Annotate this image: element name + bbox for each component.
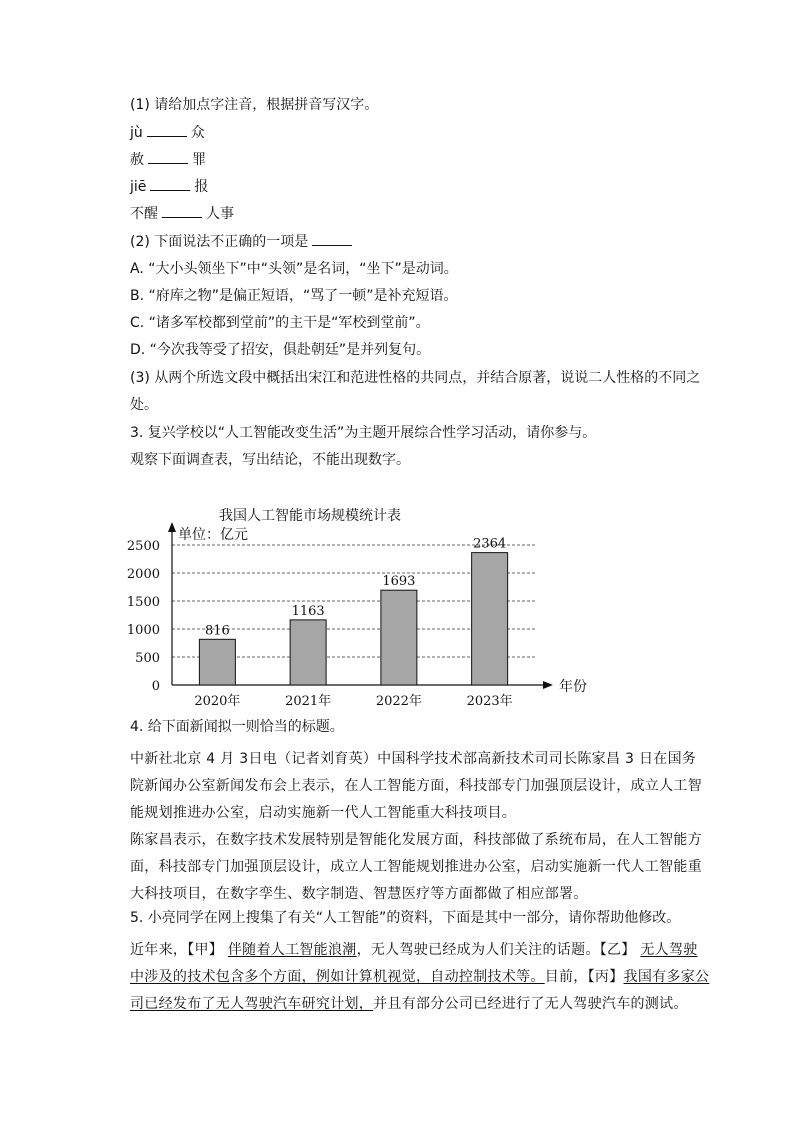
mark-yi: 【乙】 xyxy=(599,942,636,958)
sub2-text: (2) 下面说法不正确的一项是 xyxy=(130,234,309,250)
sub3-prompt-line2: 处。 xyxy=(130,397,158,413)
mark-jia: 【甲】 xyxy=(187,942,224,958)
item-post: 众 xyxy=(190,125,205,141)
answer-blank[interactable] xyxy=(148,151,188,164)
data-label: 2364 xyxy=(473,536,507,552)
q5-prompt: 5. 小亮同学在网上搜集了有关“人工智能”的资料，下面是其中一部分，请你帮助他修改。 xyxy=(130,910,681,926)
data-label: 1163 xyxy=(291,603,325,619)
x-tick-label: 2021年 xyxy=(285,694,332,709)
bar-chart-svg xyxy=(120,500,600,720)
y-tick-label: 2000 xyxy=(126,567,160,582)
q4-prompt: 4. 给下面新闻拟一则恰当的标题。 xyxy=(130,719,344,735)
item-post: 人事 xyxy=(206,206,234,222)
sub1-prompt: (1) 请给加点字注音，根据拼音写汉字。 xyxy=(130,97,379,113)
passage-text: ，无人驾驶已经成为人们关注的话题。 xyxy=(356,942,600,958)
sub2-prompt xyxy=(130,233,356,251)
answer-blank[interactable] xyxy=(150,178,190,191)
option-c: C. “诸多军校都到堂前”的主干是“军校到堂前”。 xyxy=(130,315,430,331)
x-tick-label: 2020年 xyxy=(194,694,241,709)
answer-blank[interactable] xyxy=(147,124,187,137)
q5-passage xyxy=(130,937,710,1018)
item-pre: jù xyxy=(130,125,143,141)
q3-instruction: 观察下面调查表，写出结论，不能出现数字。 xyxy=(130,452,410,468)
bar xyxy=(381,590,417,685)
y-tick-label: 1500 xyxy=(126,595,160,610)
item-post: 报 xyxy=(194,179,209,195)
pinyin-item-3 xyxy=(130,178,208,196)
item-pre: 不醒 xyxy=(130,206,158,222)
news-paragraph-1: 中新社北京 4 月 3日电（记者刘育英）中国科学技术部高新技术司司长陈家昌 3 日在国务院新闻办公室新闻发布会上表示，在人工智能方面，科技部专门加强顶层设计，成立人工智能规划推进办公室，启动实施新一代人工智能重大科技项目。 xyxy=(130,751,702,821)
x-tick-label: 2022年 xyxy=(375,694,422,709)
x-axis-label: 年份 xyxy=(559,679,587,695)
sub3-prompt-line1: (3) 从两个所选文段中概括出宋江和范进性格的共同点，并结合原著，说说二人性格的不同之 xyxy=(130,370,701,386)
mark-bing: 【丙】 xyxy=(587,969,624,985)
answer-blank[interactable] xyxy=(162,205,202,218)
pinyin-item-2 xyxy=(130,151,206,169)
x-axis-arrow xyxy=(543,681,553,689)
option-a: A. “大小头领坐下”中“头领”是名词，“坐下”是动词。 xyxy=(130,261,458,277)
underlined-segment-jia: 伴随着人工智能浪潮 xyxy=(227,942,357,958)
data-label: 1693 xyxy=(382,574,416,590)
underlined-segment-bing: 我国有多家公司已经发布了无人驾驶汽车研究计划， xyxy=(130,969,710,1012)
news-paragraph-2: 陈家昌表示，在数字技术发展特别是智能化发展方面，科技部做了系统布局，在人工智能方面，科技部专门加强顶层设计，成立人工智能规划推进办公室，启动实施新一代人工智能重大科技项目，在数字孪生、数字制造、智慧医疗等方面都做了相应部署。 xyxy=(130,832,702,902)
passage-text: 并且有部分公司已经进行了无人驾驶汽车的测试。 xyxy=(373,996,688,1012)
passage-text: 近年来， xyxy=(130,942,188,958)
y-tick-label: 500 xyxy=(135,651,160,666)
y-axis-arrow xyxy=(168,522,176,532)
option-d: D. “今次我等受了招安，俱赴朝廷”是并列复句。 xyxy=(130,342,431,358)
item-pre: 赦 xyxy=(130,152,144,168)
passage-text: 目前， xyxy=(544,969,588,985)
item-post: 罪 xyxy=(192,152,206,168)
bar xyxy=(472,553,508,685)
y-tick-label: 2500 xyxy=(126,539,160,554)
x-tick-label: 2023年 xyxy=(466,694,513,709)
data-label: 816 xyxy=(204,623,230,639)
pinyin-item-4 xyxy=(130,205,234,223)
unit-label: 单位：亿元 xyxy=(178,527,248,543)
y-tick-label: 1000 xyxy=(126,623,160,638)
q3-prompt: 3. 复兴学校以“人工智能改变生活”为主题开展综合性学习活动，请你参与。 xyxy=(130,425,597,441)
underlined-segment-yi: 无人驾驶中涉及的技术包含多个方面，例如计算机视觉，自动控制技术等。 xyxy=(130,942,698,985)
market-size-chart xyxy=(120,500,600,720)
answer-blank[interactable] xyxy=(312,233,352,246)
bar xyxy=(199,639,235,685)
y-tick-label: 0 xyxy=(151,679,160,694)
bar xyxy=(290,620,326,685)
chart-title: 我国人工智能市场规模统计表 xyxy=(219,508,401,524)
option-b: B. “府库之物”是偏正短语，“骂了一顿”是补充短语。 xyxy=(130,288,458,304)
item-pre: jiē xyxy=(130,179,147,195)
pinyin-item-1 xyxy=(130,124,205,142)
